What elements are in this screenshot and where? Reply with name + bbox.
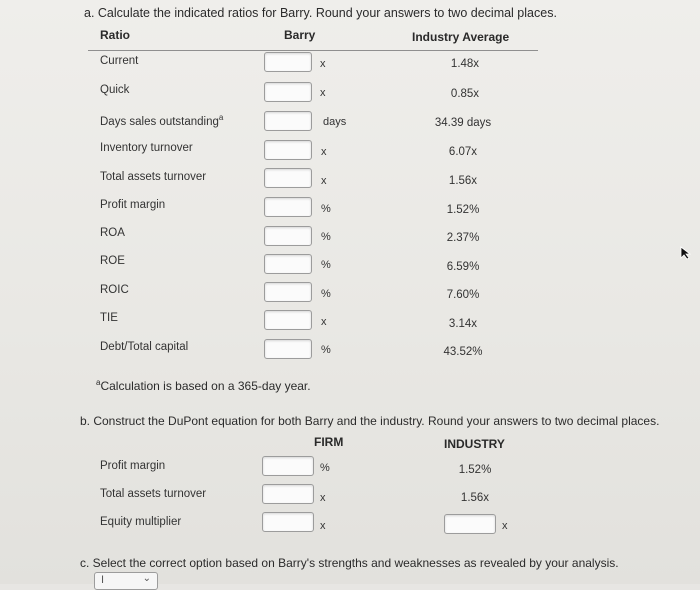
- unit-debt-total-capital: %: [321, 344, 331, 356]
- industry-roic: 7.60%: [446, 289, 480, 301]
- industry-dso: 34.39 days: [434, 117, 492, 129]
- mouse-cursor-icon: [680, 246, 694, 260]
- inventory-turnover-input[interactable]: [264, 140, 312, 160]
- industry-profit-margin: 1.52%: [446, 204, 480, 216]
- unit-firm-profit-margin: %: [320, 462, 330, 474]
- firm-profit-margin-input[interactable]: [262, 456, 314, 476]
- roa-input[interactable]: [264, 226, 312, 246]
- question-a-text: a. Calculate the indicated ratios for Barry. Round your answers to two decimal places.: [84, 6, 557, 20]
- option-select[interactable]: [94, 572, 158, 590]
- debt-total-capital-input[interactable]: [264, 339, 312, 359]
- dupont-label-total-assets-turnover: Total assets turnover: [100, 488, 207, 500]
- industry-roa: 2.37%: [446, 232, 480, 244]
- unit-current: x: [320, 58, 326, 70]
- ratio-label-debt-total-capital: Debt/Total capital: [100, 341, 189, 353]
- ratio-label-roa: ROA: [100, 227, 125, 239]
- header-ratio: Ratio: [100, 28, 130, 42]
- footnote: [96, 378, 311, 393]
- roe-input[interactable]: [264, 254, 312, 274]
- ratio-label-profit-margin: Profit margin: [100, 199, 166, 211]
- industry-inventory-turnover: 6.07x: [448, 146, 478, 158]
- industry-roe: 6.59%: [446, 261, 480, 273]
- question-c-text: c. Select the correct option based on Barry's strengths and weaknesses as revealed by your analysis.: [80, 556, 619, 570]
- quick-input[interactable]: [264, 82, 312, 102]
- firm-total-assets-turnover-input[interactable]: [262, 484, 314, 504]
- ratio-label-dso: [100, 113, 223, 128]
- roic-input[interactable]: [264, 282, 312, 302]
- ratio-label-roe: ROE: [100, 255, 125, 267]
- industry-current: 1.48x: [450, 58, 480, 70]
- dso-footnote-marker: a: [218, 113, 224, 122]
- industry-dupont-total-assets-turnover: 1.56x: [460, 492, 490, 504]
- ratio-label-total-assets-turnover: Total assets turnover: [100, 171, 207, 183]
- unit-roic: %: [321, 288, 331, 300]
- industry-equity-multiplier-input[interactable]: [444, 514, 496, 534]
- question-b-text: b. Construct the DuPont equation for both Barry and the industry. Round your answers to two decimal places.: [80, 414, 660, 428]
- current-input[interactable]: [264, 52, 312, 72]
- ratio-label-inventory-turnover: Inventory turnover: [100, 142, 193, 154]
- unit-quick: x: [320, 87, 326, 99]
- unit-firm-equity-multiplier: x: [320, 520, 326, 532]
- ratio-label-current: Current: [100, 55, 139, 67]
- footnote-text: Calculation is based on a 365-day year.: [100, 379, 311, 393]
- industry-quick: 0.85x: [450, 88, 480, 100]
- unit-profit-margin: %: [321, 203, 331, 215]
- days-sales-outstanding-input[interactable]: [264, 111, 312, 131]
- ratio-label-roic: ROIC: [100, 284, 129, 296]
- footnote-marker: a: [96, 378, 101, 387]
- industry-tie: 3.14x: [448, 318, 478, 330]
- header-divider: [88, 50, 538, 51]
- dso-label-text: Days sales outstanding: [100, 115, 219, 128]
- unit-firm-total-assets-turnover: x: [320, 492, 326, 504]
- total-assets-turnover-input[interactable]: [264, 168, 312, 188]
- unit-tie: x: [321, 316, 327, 328]
- firm-equity-multiplier-input[interactable]: [262, 512, 314, 532]
- profit-margin-input[interactable]: [264, 197, 312, 217]
- dupont-label-profit-margin: Profit margin: [100, 460, 166, 472]
- header-barry: Barry: [284, 28, 316, 42]
- industry-debt-total-capital: 43.52%: [443, 346, 483, 358]
- dupont-label-equity-multiplier: Equity multiplier: [100, 516, 182, 528]
- unit-roa: %: [321, 231, 331, 243]
- unit-dso: days: [323, 116, 347, 128]
- industry-dupont-profit-margin: 1.52%: [458, 464, 492, 476]
- tie-input[interactable]: [264, 310, 312, 330]
- ratio-label-tie: TIE: [100, 312, 118, 324]
- unit-inventory-turnover: x: [321, 146, 327, 158]
- unit-roe: %: [321, 259, 331, 271]
- option-select-value: I: [101, 574, 105, 586]
- unit-industry-equity-multiplier: x: [502, 520, 508, 532]
- header-industry: INDUSTRY: [444, 437, 505, 451]
- ratio-label-quick: Quick: [100, 84, 130, 96]
- chevron-down-icon: ⌄: [142, 573, 151, 584]
- unit-total-assets-turnover: x: [321, 175, 327, 187]
- industry-total-assets-turnover: 1.56x: [448, 175, 478, 187]
- header-industry-average: Industry Average: [412, 30, 510, 44]
- header-firm: FIRM: [314, 435, 344, 449]
